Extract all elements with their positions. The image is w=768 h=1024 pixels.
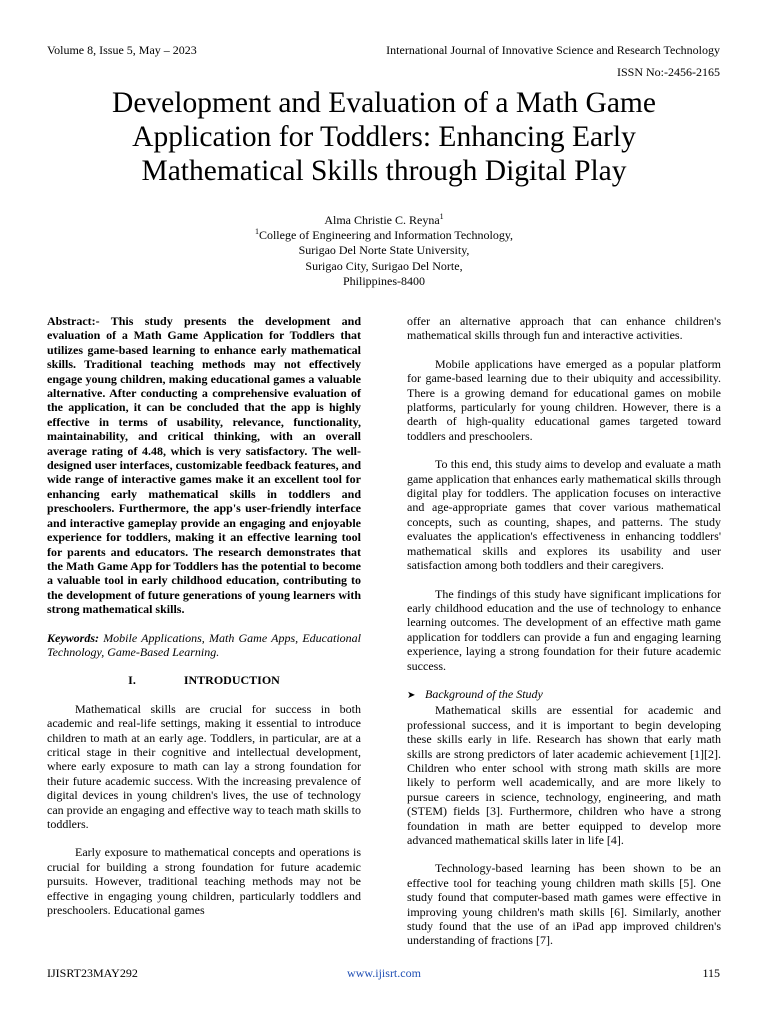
keywords: Keywords: Mobile Applications, Math Game Apps, Educational Technology, Game-Based Learning. (47, 630, 361, 659)
footer-website-link[interactable]: www.ijisrt.com (347, 966, 421, 980)
paragraph: Mathematical skills are essential for academic and professional success, and it is important to begin developing these skills early in life. Research has shown that early math skills are strong predictors of later academic achievement [1][2]. Children who enter school with strong math skills are more likely to perform well academically, and are more likely to pursue careers in science, technology, engineering, and math (STEM) fields [3]. Furthermore, children who have a strong foundation in math are better equipped to develop more advanced mathematical skills later in life [4]. (407, 703, 721, 847)
header-issn: ISSN No:-2456-2165 (616, 65, 720, 79)
affiliation: Surigao Del Norte State University, (298, 243, 470, 258)
header-volume: Volume 8, Issue 5, May – 2023 (47, 43, 197, 57)
arrow-bullet-icon: ➤ (407, 689, 416, 701)
author-name: Alma Christie C. Reyna$^1$ (324, 212, 444, 227)
paragraph: The findings of this study have significant implications for early childhood education and the use of technology to enhance learning outcomes. The development of an effective math game application for toddlers can provide a fun and engaging learning experience, laying a strong foundation for their future academic success. (407, 586, 721, 673)
header-journal: International Journal of Innovative Science and Research Technology (386, 43, 720, 57)
right-column (407, 314, 721, 948)
author-block (47, 213, 721, 289)
paragraph: offer an alternative approach that can enhance children's mathematical skills through fun and interactive activities. (407, 314, 721, 343)
affiliation: Philippines-8400 (342, 273, 425, 288)
paragraph: Early exposure to mathematical concepts and operations is crucial for building a strong foundation for future academic pursuits. However, traditional teaching methods may not be effective in engaging young children, particularly toddlers and preschoolers. Educational games (47, 845, 361, 918)
abstract: Abstract:- This study presents the development and evaluation of a Math Game Application for Toddlers that utilizes game-based learning to enhance early mathematical skills. Traditional teaching methods may not effectively engage young children, making educational games a valuable alternative. After conducting a comprehensive evaluation of the application, it can be concluded that the app is highly effective in terms of usability, relevance, functionality, maintainability, and critical thinking, with an overall average rating of 4.48, which is very satisfactory. The well-designed user interfaces, customizable feedback features, and wide range of interactive games make it an excellent tool for enhancing early mathematical skills in toddlers and preschoolers. Furthermore, the app's user-friendly interface and interactive gameplay provide an engaging and enjoyable experience for toddlers, making it an effective learning tool for parents and educators. The research demonstrates that the Math Game App for Toddlers has the potential to become a valuable tool in early childhood education, contributing to the development of future generations of young learners with strong mathematical skills. (47, 314, 361, 617)
title-line: Application for Toddlers: Enhancing Early (132, 121, 636, 153)
affiliation: $^1$College of Engineering and Information Technology, (254, 227, 514, 243)
paper-title (47, 86, 721, 188)
affiliation: Surigao City, Surigao Del Norte, (305, 258, 463, 273)
paragraph: Mobile applications have emerged as a popular platform for game-based learning due to their ubiquity and accessibility. There is a growing demand for educational games on mobile platforms, particularly for young children. However, there is a dearth of high-quality educational games targeted toward toddlers and preschoolers. (407, 356, 721, 443)
subsection-heading: ➤ Background of the Study (407, 687, 721, 703)
title-line: Development and Evaluation of a Math Game (112, 87, 656, 119)
paragraph: Technology-based learning has been shown to be an effective tool for teaching young children math skills [5]. One study found that computer-based math games were effective in improving young children's math skills [6]. Similarly, another study found that the use of an iPad app improved children's understanding of fractions [7]. (407, 861, 721, 948)
section-heading: I. INTRODUCTION (128, 673, 280, 688)
left-column (47, 314, 361, 917)
footer-paper-id: IJISRT23MAY292 (47, 966, 138, 980)
paragraph: Mathematical skills are crucial for success in both academic and real-life settings, making it essential to introduce children to math at an early age. Toddlers, in particular, are at a critical stage in their cognitive and intellectual development, where early exposure to math can lay a strong foundation for their future academic success. With the increasing prevalence of digital devices in young children's lives, the use of technology can provide an engaging and effective way to teach math skills to toddlers. (47, 701, 362, 831)
footer-page-number: 115 (702, 966, 720, 980)
title-line: Mathematical Skills through Digital Play (141, 155, 627, 187)
paragraph: To this end, this study aims to develop and evaluate a math game application that enhances early mathematical skills through digital play for toddlers. The application focuses on interactive and age-appropriate games that cover various mathematical concepts, such as counting, shapes, and patterns. The study evaluates the application's effectiveness in enhancing toddlers' mathematical skills and explores its usability and user satisfaction among both toddlers and their caregivers. (407, 457, 721, 573)
